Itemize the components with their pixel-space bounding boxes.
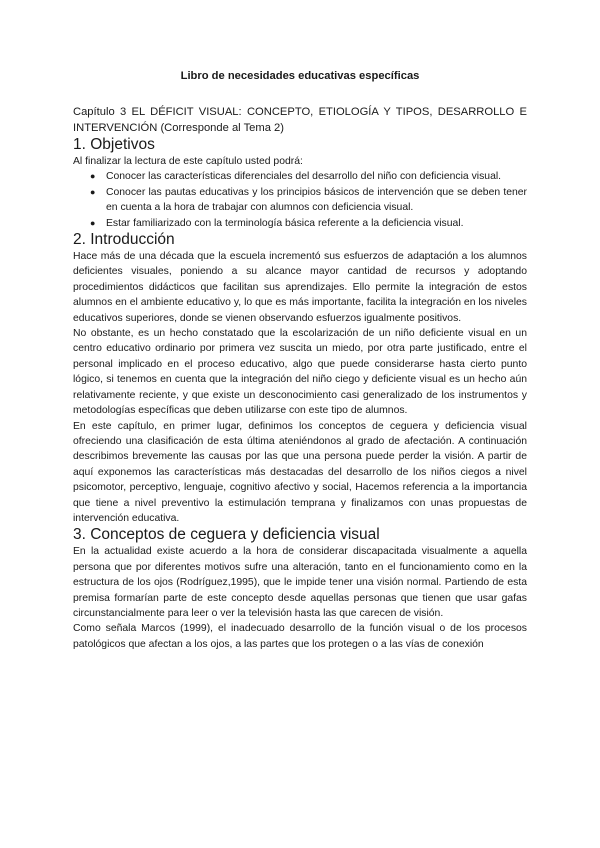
paragraph: Hace más de una década que la escuela incrementó sus esfuerzos de adaptación a los alumnos deficientes visuales, poniendo a su alcance mayor cantidad de recursos y adoptando procedimientos didácticos que facilitan sus aprendizajes. Ello permite la integración de estos alumnos en el ambiente educativo y, lo que es más importante, facilita la integración en los niveles educativos superiores, donde se vienen observando esfuerzos igualmente positivos.: [73, 251, 527, 324]
list-item: ● Conocer las características diferenciales del desarrollo del niño con deficiencia visual.: [90, 169, 527, 184]
section-objetivos: [73, 136, 527, 231]
list-item: ● Conocer las pautas educativas y los principios básicos de intervención que se deben tener en cuenta a la hora de trabajar con alumnos con deficiencia visual.: [90, 186, 527, 214]
paragraph: En este capítulo, en primer lugar, definimos los conceptos de ceguera y deficiencia visual ofreciendo una clasificación de esta última ateniéndonos al grado de afectación. A continuación describimos brevemente las causas por las que una persona puede perder la visión. A partir de aquí exponemos las características más destacadas del desarrollo de los niños ciegos a nivel psicomotor, perceptivo, lenguaje, cognitivo afectivo y social, Hacemos referencia a la importancia que tiene a nivel preventivo la estimulación temprana y finalizamos con unas propuestas de intervención educativa.: [73, 420, 527, 524]
document-title: Libro de necesidades educativas específicas: [180, 70, 420, 82]
section-heading: 2. Introducción: [73, 231, 175, 249]
section-heading: 1. Objetivos: [73, 136, 155, 153]
paragraph: No obstante, es un hecho constatado que la escolarización de un niño deficiente visual en un centro educativo ordinario por primera vez suscita un miedo, por otra parte justificado, entre el personal implicado en el proceso educativo, algo que puede considerarse hasta cierto punto lógico, si tenemos en cuenta que la integración del niño ciego y deficiente visual es un hecho aún relativamente reciente, y que existe un desconocimiento casi generalizado de los instrumentos y metodologías específicas que deben utilizarse con este tipo de alumnos.: [73, 328, 527, 417]
section-conceptos: [73, 526, 527, 652]
objectives-list: [73, 169, 527, 231]
bullet-icon: ●: [90, 171, 96, 182]
bullet-icon: ●: [90, 217, 96, 228]
chapter-heading: Capítulo 3 EL DÉFICIT VISUAL: CONCEPTO, ETIOLOGÍA Y TIPOS, DESARROLLO E INTERVENCIÓN (Corresponde al Tema 2): [73, 106, 527, 134]
section-intro: Al finalizar la lectura de este capítulo usted podrá:: [73, 156, 303, 167]
paragraph: Como señala Marcos (1999), el inadecuado desarrollo de la función visual o de los procesos patológicos que afectan a los ojos, a las partes que los protegen o a las vías de conexión: [73, 623, 527, 650]
list-item: ● Estar familiarizado con la terminología básica referente a la deficiencia visual.: [90, 216, 527, 231]
bullet-icon: ●: [90, 186, 96, 197]
section-introduccion: [73, 231, 527, 526]
paragraph: En la actualidad existe acuerdo a la hora de considerar discapacitada visualmente a aquella persona que por diferentes motivos sufre una alteración, tanto en el funcionamiento como en la estructura de los ojos (Rodríguez,1995), que le impide tener una visión normal. Partiendo de esta premisa formarían parte de este concepto desde aquellas personas que tienen que usar gafas circunstancialmente para leer o ver la televisión hasta las que carecen de visión.: [73, 546, 527, 619]
section-heading: 3. Conceptos de ceguera y deficiencia visual: [73, 526, 380, 544]
